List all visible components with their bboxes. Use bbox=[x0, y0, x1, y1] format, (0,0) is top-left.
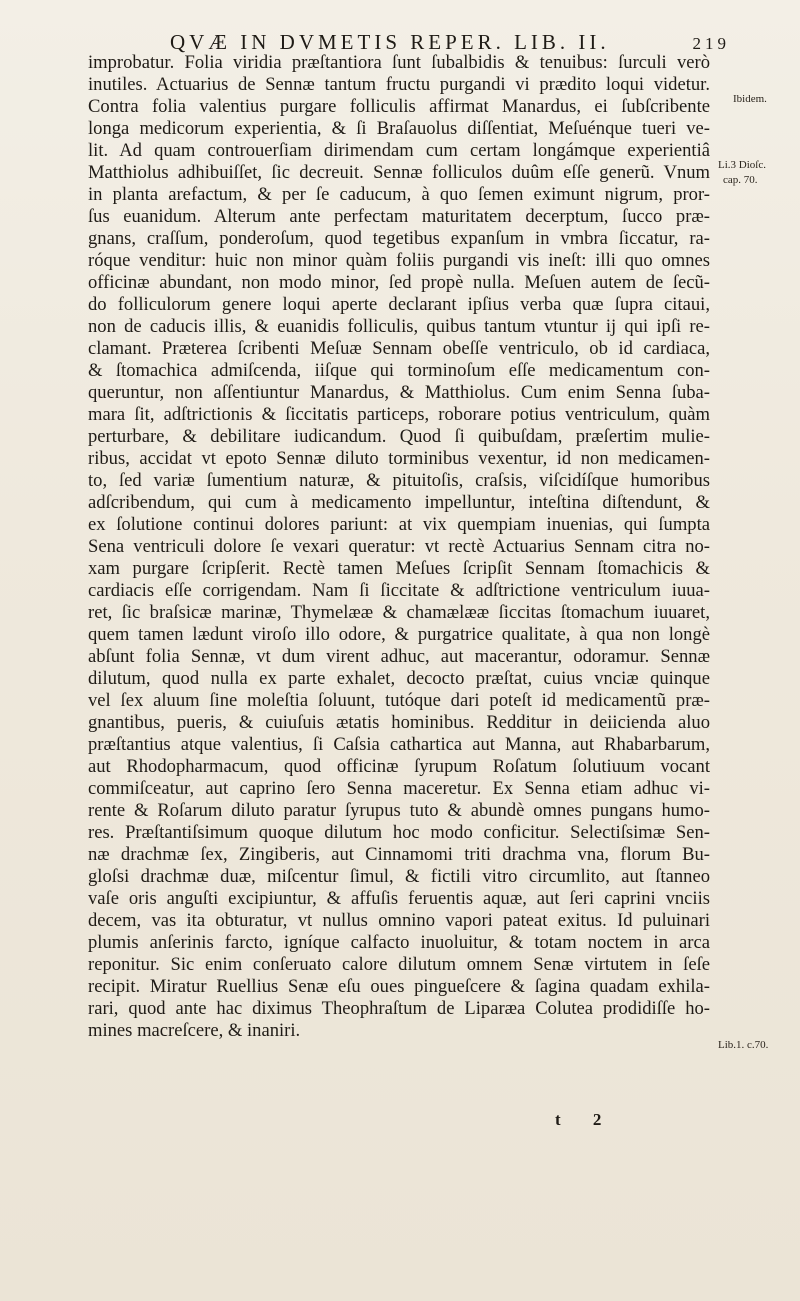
margin-note-dioscorides: Li.3 Dioſc. bbox=[718, 159, 766, 171]
text-line: mines macreſcere, & inaniri. bbox=[88, 1020, 301, 1041]
text-line: Contra folia valentius purgare folliculis affirmat Manardus, ei ſubſcribente bbox=[88, 96, 710, 117]
text-line: non de caducis illis, & euanidis folliculis, quibus tantum vtuntur ij qui ipſi re- bbox=[88, 316, 710, 337]
text-line: commiſceatur, aut caprino ſero Senna maceretur. Ex Senna etiam adhuc vi- bbox=[88, 778, 710, 799]
text-line: cardiacis eſſe corrigendam. Nam ſi ſiccitate & adſtrictione ventriculum iuua- bbox=[88, 580, 710, 601]
margin-note-chapter: cap. 70. bbox=[723, 174, 758, 186]
text-line: res. Præſtantiſsimum quoque dilutum hoc modo conficitur. Selectiſsimæ Sen- bbox=[88, 822, 710, 843]
text-line: ret, ſic braſsicæ marinæ, Thymelææ & chamælææ ſiccitas ſtomachum iuuaret, bbox=[88, 602, 710, 623]
text-line: aut Rhodopharmacum, quod officinæ ſyrupum Roſatum ſolutiuum vocant bbox=[88, 756, 710, 777]
text-line: do folliculorum genere loqui aperte declarant ipſius verba quæ ſupra citaui, bbox=[88, 294, 710, 315]
body-text bbox=[88, 52, 710, 1042]
text-line: rari, quod ante hac diximus Theophraſtum de Liparæa Colutea prodidiſſe ho- bbox=[88, 998, 710, 1019]
text-line: Sena ventriculi dolore ſe vexari queratur: vt rectè Actuarius Sennam citra no- bbox=[88, 536, 710, 557]
text-line: queruntur, non aſſentiuntur Manardus, & Matthiolus. Cum enim Senna ſuba- bbox=[88, 382, 710, 403]
text-line: improbatur. Folia viridia præſtantiora ſunt ſubalbidis & tenuibus: ſurculi verò bbox=[88, 52, 710, 73]
text-line: Matthiolus adhibuiſſet, ſic decreuit. Sennæ folliculos duûm eſſe generũ. Vnum bbox=[88, 162, 710, 183]
text-line: in planta arefactum, & per ſe caducum, à quo ſemen eximunt nigrum, pror- bbox=[88, 184, 710, 205]
text-line: gloſsi drachmæ duæ, miſcentur ſimul, & fictili vitro circumlito, aut ſtanneo bbox=[88, 866, 710, 887]
text-line: mara ſit, adſtrictionis & ſiccitatis particeps, roborare potius ventriculum, quàm bbox=[88, 404, 710, 425]
text-line: rente & Roſarum diluto paratur ſyrupus tuto & abundè omnes pungans humo- bbox=[88, 800, 710, 821]
text-line: vaſe oris anguſti excipiuntur, & affuſis feruentis aquæ, aut ſeri caprini vnciis bbox=[88, 888, 710, 909]
margin-note-ibidem: Ibidem. bbox=[733, 93, 767, 105]
text-line: ribus, accidat vt epoto Sennæ diluto torminibus vexentur, id non medicamen- bbox=[88, 448, 710, 469]
text-line: longa medicorum experientia, & ſi Braſauolus diſſentiat, Meſuénque tueri ve- bbox=[88, 118, 710, 139]
text-line: decem, vas ita obturatur, vt nullus omnino vapori pateat exitus. Id puluinari bbox=[88, 910, 710, 931]
text-line: adſcribendum, qui cum à medicamento impelluntur, inteſtina diſtendunt, & bbox=[88, 492, 710, 513]
text-line: clamant. Præterea ſcribenti Meſuæ Sennam obeſſe ventriculo, ob id cardiaca, bbox=[88, 338, 710, 359]
text-line: perturbare, & debilitare iudicandum. Quod ſi quibuſdam, præſertim mulie- bbox=[88, 426, 710, 447]
text-line: reponitur. Sic enim conſeruato calore dilutum omnem Senæ virtutem in ſeſe bbox=[88, 954, 710, 975]
text-line: & ſtomachica admiſcenda, iiſque qui torminoſum eſſe medicamentum con- bbox=[88, 360, 710, 381]
text-line: vel ſex aluum ſine moleſtia ſoluunt, tutóque dari poteſt id medicamentũ præ- bbox=[88, 690, 710, 711]
text-line: lit. Ad quam controuerſiam dirimendam cum certam longámque experientiâ bbox=[88, 140, 710, 161]
signature-mark: t 2 bbox=[555, 1110, 616, 1129]
text-line: quem tamen lædunt viroſo illo odore, & purgatrice qualitate, à qua non longè bbox=[88, 624, 710, 645]
text-line: præſtantius atque valentius, ſi Caſsia cathartica aut Manna, aut Rhabarbarum, bbox=[88, 734, 710, 755]
text-line: officinæ abundant, non modo minor, ſed propè nulla. Meſuen autem de ſecũ- bbox=[88, 272, 710, 293]
text-line: dilutum, quod nulla ex parte exhalet, decocto præſtat, cuius vnciæ quinque bbox=[88, 668, 710, 689]
page-number: 219 bbox=[692, 34, 730, 53]
text-line: xam purgare ſcripſerit. Rectè tamen Meſues ſcripſit Sennam ſtomachicis & bbox=[88, 558, 710, 579]
text-line: næ drachmæ ſex, Zingiberis, aut Cinnamomi triti drachma vna, florum Bu- bbox=[88, 844, 710, 865]
text-line: róque venditur: huic non minor quàm foliis purgandi vis ineſt: illi quo omnes bbox=[88, 250, 710, 271]
text-line: gnans, craſſum, ponderoſum, quod tegetibus expanſum in vmbra ſiccatur, ra- bbox=[88, 228, 710, 249]
text-line: ex ſolutione continui dolores pariunt: at vix quempiam inuenias, qui ſumpta bbox=[88, 514, 710, 535]
text-line: plumis anſerinis farcto, igníque calfacto inuoluitur, & totam noctem in arca bbox=[88, 932, 710, 953]
text-line: to, ſed variæ ſumentium naturæ, & pituitoſis, craſsis, viſcidíſque humoribus bbox=[88, 470, 710, 491]
text-line: gnantibus, pueris, & cuiuſuis ætatis hominibus. Redditur in deiicienda aluo bbox=[88, 712, 710, 733]
text-line: abſunt folia Sennæ, vt dum virent adhuc, aut macerantur, odoramur. Sennæ bbox=[88, 646, 710, 667]
text-line: ſus euanidum. Alterum ante perfectam maturitatem decerptum, ſucco præ- bbox=[88, 206, 710, 227]
margin-note-lib: Lib.1. c.70. bbox=[718, 1039, 769, 1051]
text-line: recipit. Miratur Ruellius Senæ eſu oues pingueſcere & ſagina quadam exhila- bbox=[88, 976, 710, 997]
text-line: inutiles. Actuarius de Sennæ tantum fructu purgandi vi prædito loqui videtur. bbox=[88, 74, 710, 95]
running-title: QVÆ IN DVMETIS REPER. LIB. II. bbox=[170, 30, 610, 54]
